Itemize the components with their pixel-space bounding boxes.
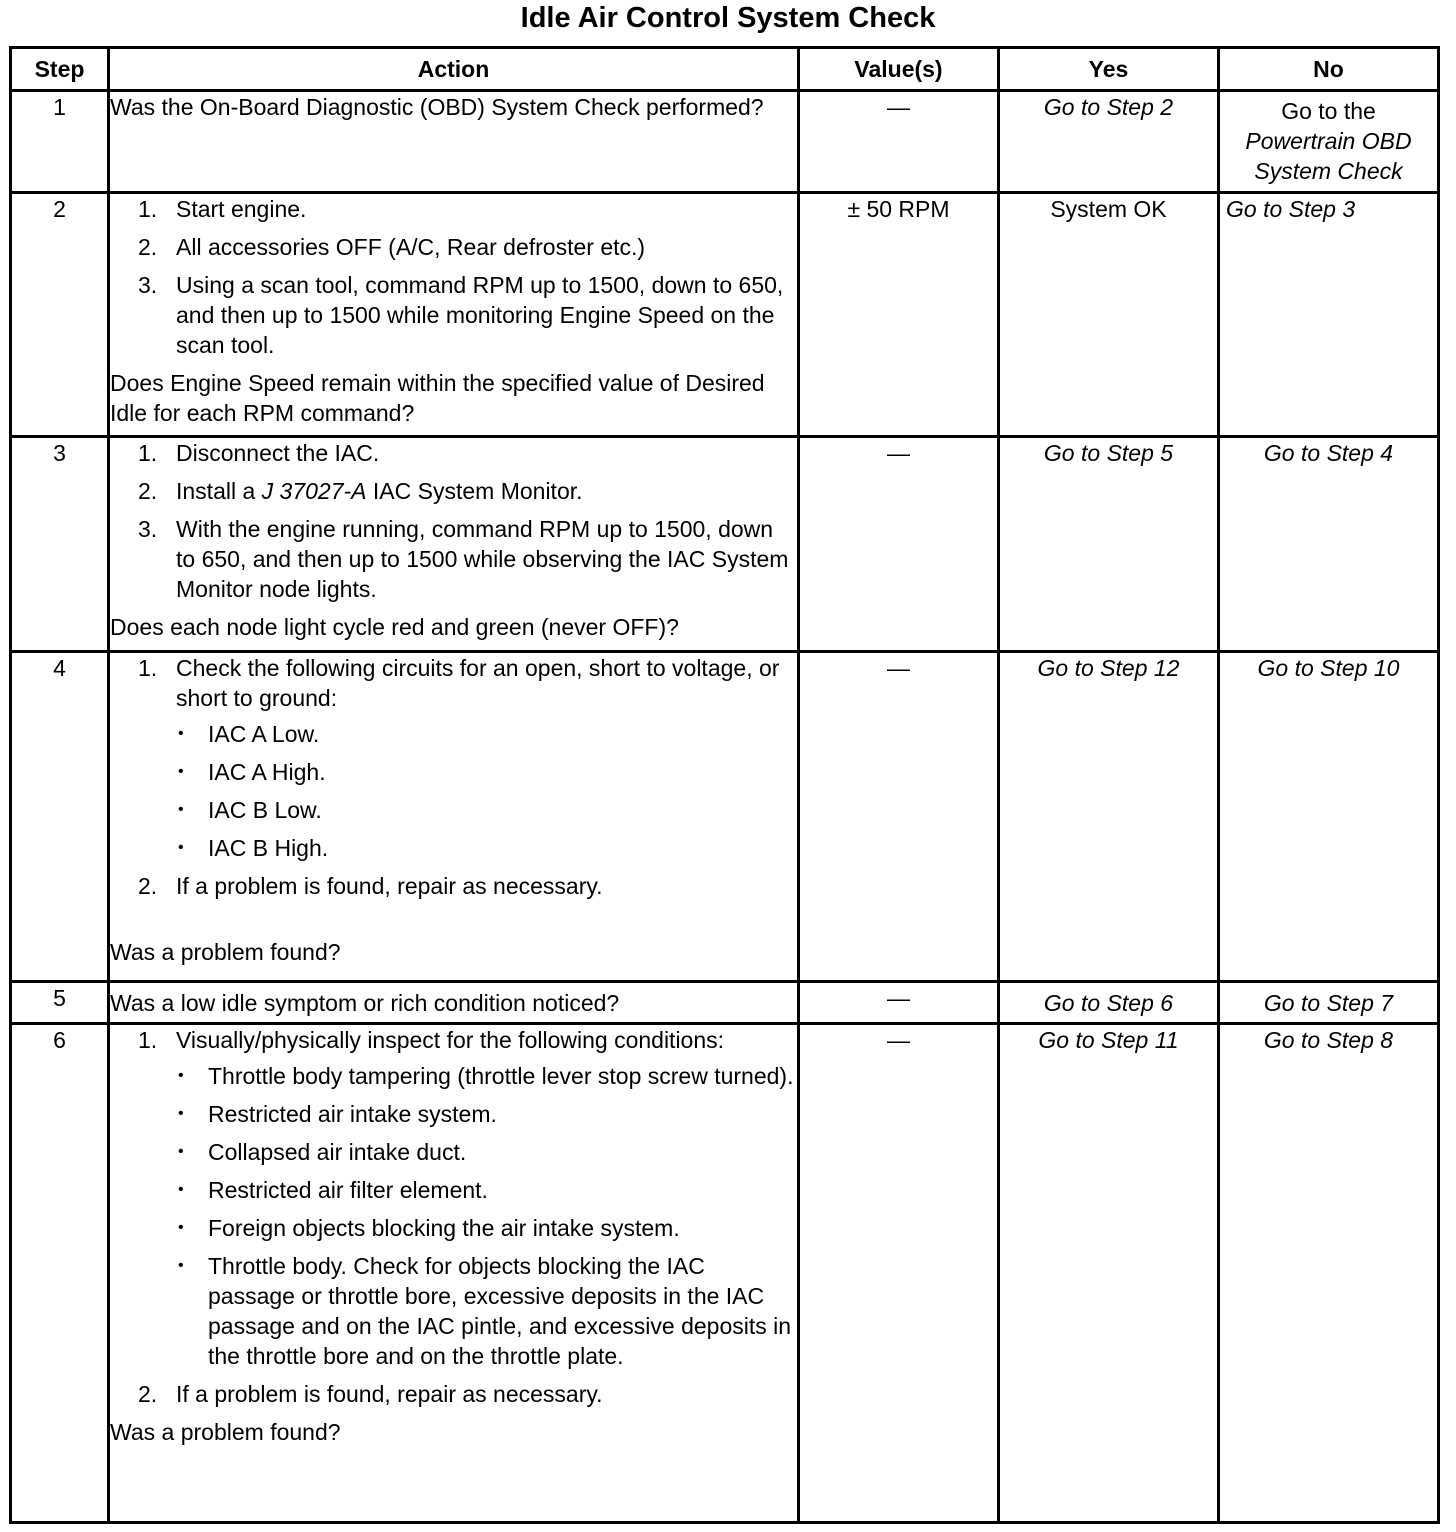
action-step: 2. If a problem is found, repair as necessary.: [138, 873, 603, 899]
table-row-step-5: [11, 982, 1439, 1024]
action-step: 2. Install a J 37027-A IAC System Monitor.: [138, 478, 583, 504]
header-row: [11, 48, 1439, 91]
header-step: Step: [11, 48, 109, 91]
list-item: • Collapsed air intake duct.: [176, 1137, 797, 1167]
list-item: • Restricted air filter element.: [176, 1175, 797, 1205]
no-cell: Go to Step 3: [1219, 193, 1439, 437]
action-cell: [109, 1024, 799, 1523]
question-text: Does each node light cycle red and green (never OFF)?: [110, 614, 679, 640]
no-text-line1: Go to the: [1281, 98, 1376, 124]
value-cell: —: [799, 91, 999, 193]
question-text: Does Engine Speed remain within the specified value of Desired Idle for each RPM command?: [110, 370, 765, 426]
action-steps: [110, 194, 797, 360]
no-cell: Go to Step 10: [1219, 652, 1439, 982]
action-cell: [109, 652, 799, 982]
list-item: • Restricted air intake system.: [176, 1099, 797, 1129]
action-cell: [109, 437, 799, 652]
no-cell: [1219, 91, 1439, 193]
yes-cell: Go to Step 12: [999, 652, 1219, 982]
list-item: • Foreign objects blocking the air intake system.: [176, 1213, 797, 1243]
yes-cell: Go to Step 11: [999, 1024, 1219, 1523]
no-cell: Go to Step 8: [1219, 1024, 1439, 1523]
action-step: 2. If a problem is found, repair as necessary.: [138, 1381, 603, 1407]
yes-cell: Go to Step 6: [999, 982, 1219, 1024]
question-text: Was a problem found?: [110, 1419, 341, 1445]
header-yes: Yes: [999, 48, 1219, 91]
value-cell: —: [799, 982, 999, 1024]
page-title: Idle Air Control System Check: [520, 2, 936, 34]
list-item: • IAC B High.: [176, 833, 797, 863]
value-cell: ± 50 RPM: [799, 193, 999, 437]
question-text: Was a problem found?: [110, 939, 341, 965]
value-cell: —: [799, 1024, 999, 1523]
table-row-step-3: [11, 437, 1439, 652]
list-item: • IAC A High.: [176, 757, 797, 787]
step-number: 1: [11, 91, 109, 193]
no-cell: Go to Step 7: [1219, 982, 1439, 1024]
action-cell: [109, 91, 799, 193]
tool-name: J 37027-A: [261, 478, 367, 504]
action-cell: [109, 193, 799, 437]
value-cell: —: [799, 652, 999, 982]
table-row-step-4: [11, 652, 1439, 982]
step-number: 6: [11, 1024, 109, 1523]
step-number: 3: [11, 437, 109, 652]
action-steps: [110, 1025, 797, 1409]
action-steps: [110, 438, 797, 604]
no-text-line2: Powertrain OBD System Check: [1245, 128, 1412, 184]
yes-cell: System OK: [999, 193, 1219, 437]
action-steps: [110, 653, 797, 901]
action-step: 3. Using a scan tool, command RPM up to 1500, down to 650, and then up to 1500 while monitoring Engine Speed on the scan tool.: [138, 272, 784, 358]
header-action: Action: [109, 48, 799, 91]
list-item: • IAC B Low.: [176, 795, 797, 825]
question-text: Was the On-Board Diagnostic (OBD) System Check performed?: [110, 94, 764, 120]
circuit-list: [176, 719, 797, 863]
table-row-step-2: [11, 193, 1439, 437]
header-values: Value(s): [799, 48, 999, 91]
step-number: 5: [11, 982, 109, 1024]
condition-list: [176, 1061, 797, 1371]
action-step: 1. Disconnect the IAC.: [138, 440, 380, 466]
value-cell: —: [799, 437, 999, 652]
action-step: 2. All accessories OFF (A/C, Rear defroster etc.): [138, 234, 646, 260]
no-cell: Go to Step 4: [1219, 437, 1439, 652]
question-text: Was a low idle symptom or rich condition noticed?: [110, 989, 620, 1016]
action-cell: [109, 982, 799, 1024]
action-step: 1. Start engine.: [138, 196, 307, 222]
yes-cell: Go to Step 5: [999, 437, 1219, 652]
list-item: • Throttle body. Check for objects blocking the IAC passage or throttle bore, excessive deposits in the IAC passage and on the IAC pintle, and excessive deposits in the throttle bore and on the throttle plate.: [176, 1251, 797, 1371]
list-item: • Throttle body tampering (throttle lever stop screw turned).: [176, 1061, 797, 1091]
step-number: 2: [11, 193, 109, 437]
header-no: No: [1219, 48, 1439, 91]
yes-cell: Go to Step 2: [999, 91, 1219, 193]
list-item: • IAC A Low.: [176, 719, 797, 749]
action-step: 1. Check the following circuits for an open, short to voltage, or short to ground: • IAC A Low. • IAC A High. • IAC B Low. • IAC B High.: [110, 653, 797, 863]
action-step: 3. With the engine running, command RPM up to 1500, down to 650, and then up to 1500 while observing the IAC System Monitor node lights.: [138, 516, 789, 602]
step-number: 4: [11, 652, 109, 982]
table-row-step-1: [11, 91, 1439, 193]
action-step: 1. Visually/physically inspect for the following conditions: • Throttle body tampering (throttle lever stop screw turned). • Restricted air intake system. • Collapsed air intake duct. • Restricted air filter element. • Foreign objects blocking the air intake system. • Throttle body. Check for objects blocking the IAC passage or throttle bore, excessive deposits in the IAC passage and on the IAC pintle, and excessive deposits in the throttle bore and on the throttle plate.: [110, 1025, 797, 1371]
diagnostic-table: [9, 46, 1440, 1524]
table-row-step-6: [11, 1024, 1439, 1523]
